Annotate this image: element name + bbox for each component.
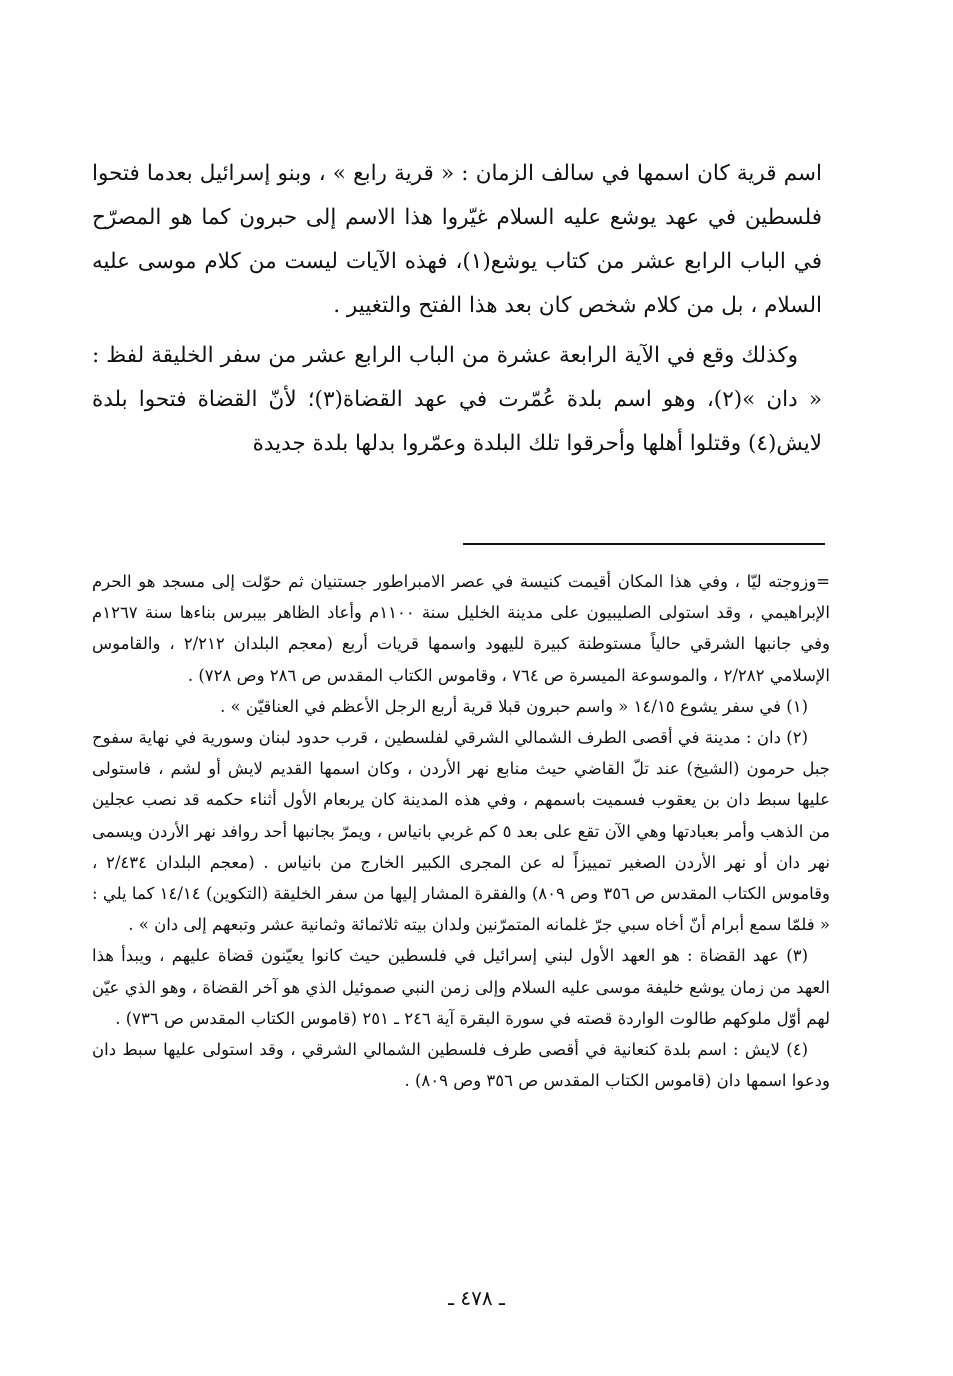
page-number: ـ ٤٧٨ ـ [448,1286,505,1310]
footnote-2: (٢) دان : مدينة في أقصى الطرف الشمالي الشرقي لفلسطين ، قرب حدود لبنان وسورية في نهاية سفوح جبل حرمون (الشيخ) عند تلّ القاضي حيث منابع نهر الأردن ، وكان اسمها القديم لايش أو لشم ، فاستولى عليها سبط دان بن يعقوب فسميت باسمهم ، وفي هذه المدينة كان يربعام الأول أثناء حكمه قد نصب عجلين من الذهب وأمر بعبادتها وهي الآن تقع على بعد ٥ كم غربي بانياس ، ويمرّ بجانبها أحد روافد نهر الأردن ويسمى نهر دان أو نهر الأردن الصغير تمييزاً له عن المجرى الكبير الخارج من بانياس . (معجم البلدان ٢/٤٣٤ ، وقاموس الكتاب المقدس ص ٣٥٦ وص ٨٠٩) والفقرة المشار إليها من سفر الخليقة (التكوين) ١٤/١٤ كما يلي : « فلمّا سمع أبرام أنّ أخاه سبي جرّ غلمانه المتمرّنين ولدان بيته ثلاثمائة وثمانية عشر وتبعهم إلى دان » . [92,728,830,935]
footnote-1: (١) في سفر يشوع ١٤/١٥ « واسم حبرون قبلا قرية أربع الرجل الأعظم في العناقيّن » . [220,696,808,716]
main-text [92,152,822,466]
footnote-4: (٤) لايش : اسم بلدة كنعانية في أقصى طرف فلسطين الشمالي الشرقي ، وقد استولى عليها سبط دان ودعوا اسمها دان (قاموس الكتاب المقدس ص ٣٥٦ وص ٨٠٩) . [92,1040,830,1091]
main-paragraph-1: اسم قرية كان اسمها في سالف الزمان : « قرية رابع » ، وبنو إسرائيل بعدما فتحوا فلسطين في عهد يوشع عليه السلام غيّروا هذا الاسم إلى حبرون كما هو المصرّح في الباب الرابع عشر من كتاب يوشع(١)، فهذه الآيات ليست من كلام موسى عليه السلام ، بل من كلام شخص كان بعد هذا الفتح والتغيير . [92,161,822,318]
main-paragraph-2: وكذلك وقع في الآية الرابعة عشرة من الباب الرابع عشر من سفر الخليقة لفظ : « دان »(٢)، وهو اسم بلدة عُمّرت في عهد القضاة(٣)؛ لأنّ القضاة فتحوا بلدة لايش(٤) وقتلوا أهلها وأحرقوا تلك البلدة وعمّروا بدلها بلدة جديدة [92,343,822,456]
footnotes [92,566,830,1096]
footnote-separator [463,543,825,545]
footnote-continuation: =وزوجته ليّا ، وفي هذا المكان أقيمت كنيسة في عصر الامبراطور جستنيان ثم حوّلت إلى مسجد هو الحرم الإبراهيمي ، وقد استولى الصليبيون على مدينة الخليل سنة ١١٠٠م وأعاد الظاهر بيبرس بناءها سنة ١٢٦٧م وفي جانبها الشرقي حالياً مستوطنة كبيرة لليهود واسمها قريات أربع (معجم البلدان ٢/٢١٢ ، والقاموس الإسلامي ٢/٢٨٢ ، والموسوعة الميسرة ص ٧٦٤ ، وقاموس الكتاب المقدس ص ٢٨٦ وص ٧٢٨) . [92,572,830,685]
footnote-3: (٣) عهد القضاة : هو العهد الأول لبني إسرائيل في فلسطين حيث كانوا يعيّنون قضاة عليهم ، ويبدأ هذا العهد من زمان يوشع خليفة موسى عليه السلام وإلى زمن النبي صموئيل الذي هو آخر القضاة ، وهو الذي عيّن لهم أوّل ملوكهم طالوت الواردة قصته في سورة البقرة آية ٢٤٦ ـ ٢٥١ (قاموس الكتاب المقدس ص ٧٣٦) . [92,946,830,1028]
